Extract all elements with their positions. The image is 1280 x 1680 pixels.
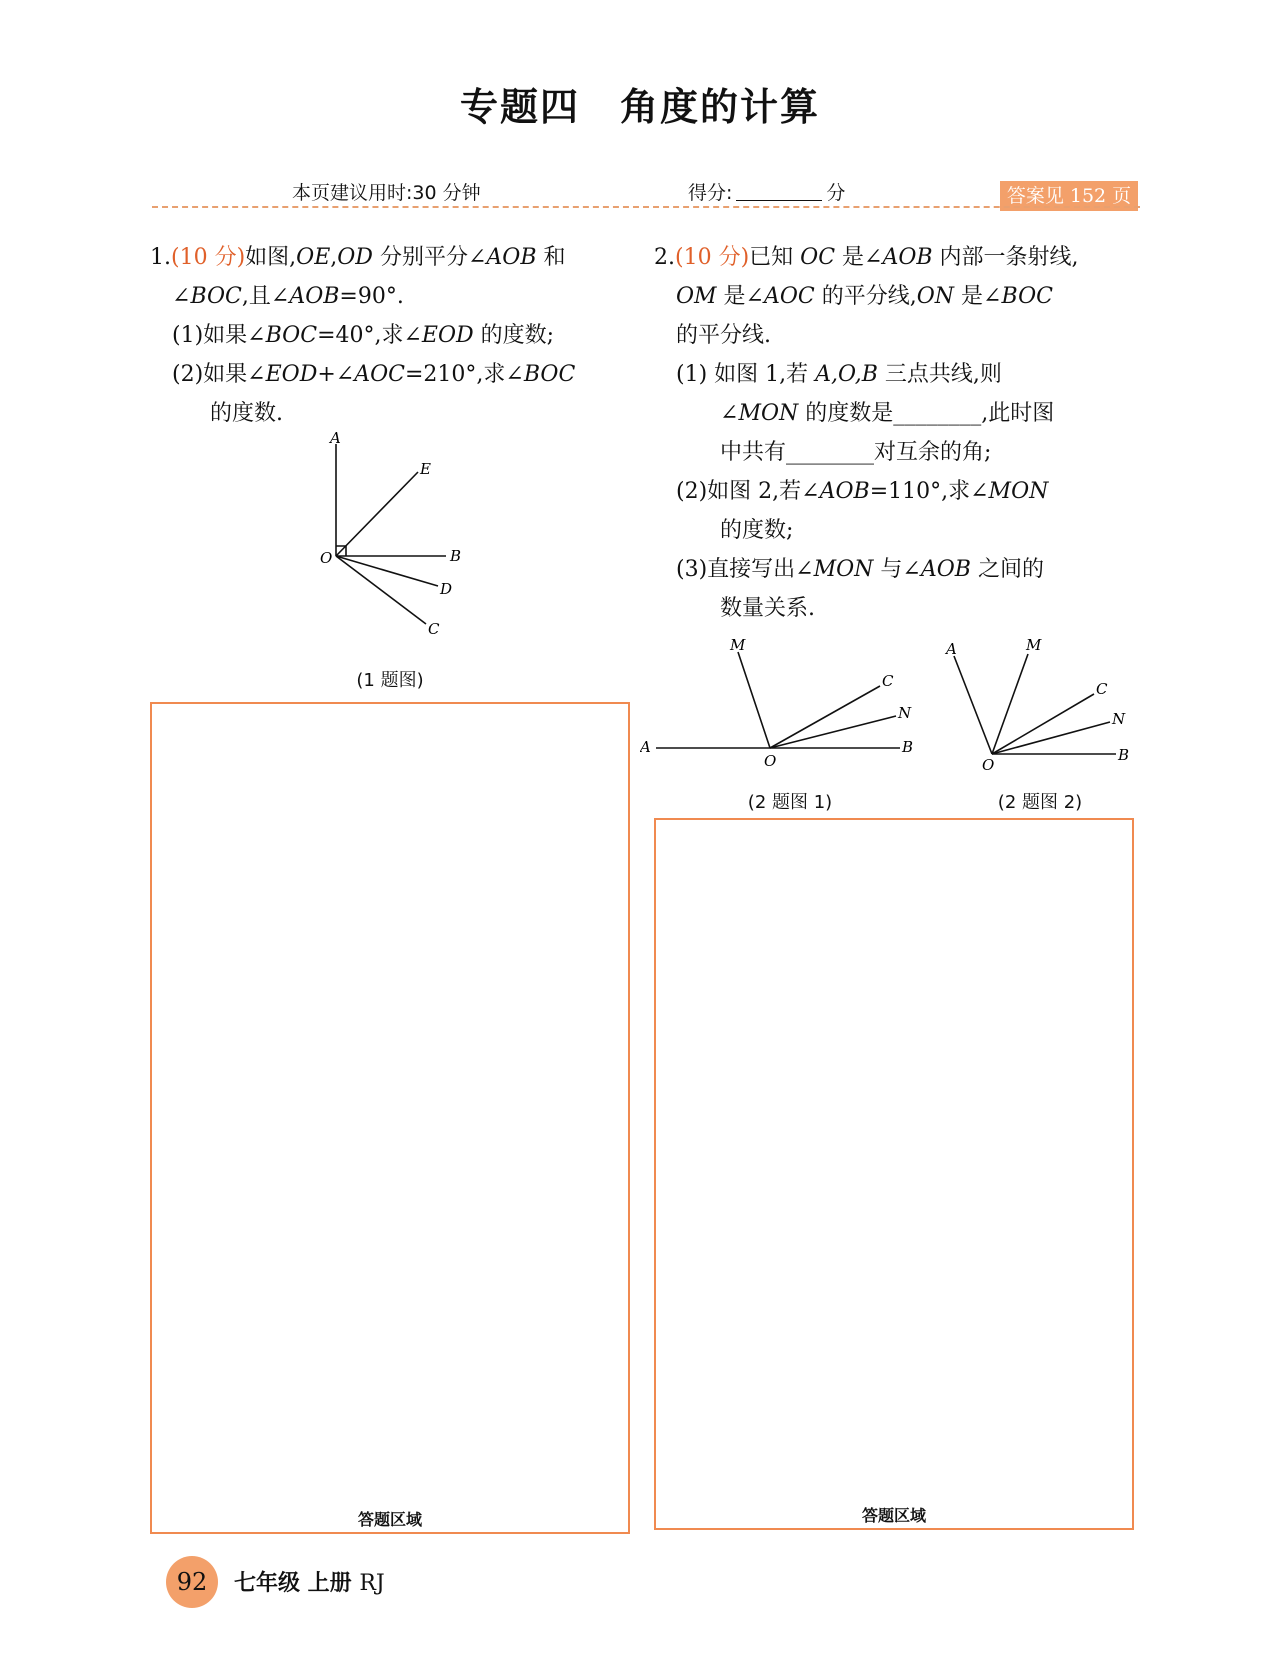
question-1: 1.(10 分)如图,OE,OD 分别平分∠AOB 和 ∠BOC,且∠AOB=90°. (1)如果∠BOC=40°,求∠EOD 的度数; (2)如果∠EOD+∠AOC=210°,求∠BOC 的度数.: [150, 245, 576, 426]
label-O: O: [320, 549, 333, 567]
label-N: N: [1112, 710, 1126, 728]
ray-ON: [770, 716, 896, 748]
label-N: N: [898, 704, 912, 722]
q2-part-3: (3)直接写出∠MON 与∠AOB 之间的: [676, 557, 1044, 582]
q2-part-1: (1) 如图 1,若 A,O,B 三点共线,则: [676, 362, 1002, 387]
header-divider: [152, 206, 1140, 208]
score-unit: 分: [826, 182, 846, 204]
answer-area-q1[interactable]: [150, 702, 630, 1534]
figure-q1: [300, 430, 480, 640]
score-label: 得分:: [688, 182, 733, 204]
figure-q2-2: [934, 630, 1134, 770]
label-C: C: [882, 672, 894, 690]
caption-q1: (1 题图): [356, 670, 424, 691]
ray-OC: [992, 694, 1094, 754]
q1-points: (10 分): [171, 245, 246, 270]
label-A: A: [330, 430, 341, 447]
label-C: C: [428, 620, 440, 638]
book-edition: RJ: [359, 1571, 385, 1596]
label-O: O: [764, 752, 777, 770]
label-A: A: [640, 738, 651, 756]
label-M: M: [1026, 636, 1042, 654]
answer-area-q2[interactable]: [654, 818, 1134, 1530]
time-hint: 本页建议用时:30 分钟: [292, 182, 481, 204]
figure-q2-1: [640, 630, 920, 770]
page-title: 专题四 角度的计算: [459, 85, 820, 129]
answer-reference-tag: 答案见 152 页: [1000, 181, 1138, 211]
ray-OE: [336, 472, 418, 556]
label-B: B: [1118, 746, 1130, 764]
caption-q2-1: (2 题图 1): [747, 792, 833, 813]
book-info: [234, 1566, 385, 1597]
label-B: B: [902, 738, 914, 756]
label-A: A: [946, 640, 957, 658]
label-C: C: [1096, 680, 1108, 698]
ray-OC: [336, 556, 426, 624]
page-number: 92: [166, 1556, 218, 1608]
label-M: M: [730, 636, 746, 654]
label-O: O: [982, 756, 995, 770]
question-2: 2.(10 分)已知 OC 是∠AOB 内部一条射线, OM 是∠AOC 的平分线,ON 是∠BOC 的平分线. (1) 如图 1,若 A,O,B 三点共线,则 ∠MON 的度数是________,此时图 中共有________对互余的角; (2)如图 2,若∠AOB=110°,求∠MON 的度数; (3)直接写出∠MON 与∠AOB 之间的 数量关系.: [654, 245, 1079, 621]
answer-area-label: 答题区域: [357, 1510, 422, 1529]
ray-OM: [992, 654, 1028, 754]
q2-part-2: (2)如图 2,若∠AOB=110°,求∠MON: [676, 479, 1049, 504]
ray-OM: [738, 652, 770, 748]
q1-part-1: (1)如果∠BOC=40°,求∠EOD 的度数;: [172, 323, 555, 348]
score-field: [688, 178, 845, 205]
label-E: E: [420, 460, 431, 478]
ray-OD: [336, 556, 438, 586]
ray-OA: [954, 656, 992, 754]
q2-points: (10 分): [675, 245, 750, 270]
ray-OC: [770, 686, 880, 748]
answer-area-label: 答题区域: [861, 1506, 926, 1525]
q1-part-2: (2)如果∠EOD+∠AOC=210°,求∠BOC: [172, 362, 576, 387]
score-blank[interactable]: [736, 200, 822, 201]
caption-q2-2: (2 题图 2): [997, 792, 1083, 813]
book-grade: 七年级 上册: [234, 1571, 352, 1596]
label-B: B: [450, 547, 462, 565]
ray-ON: [992, 722, 1110, 754]
label-D: D: [440, 580, 453, 598]
